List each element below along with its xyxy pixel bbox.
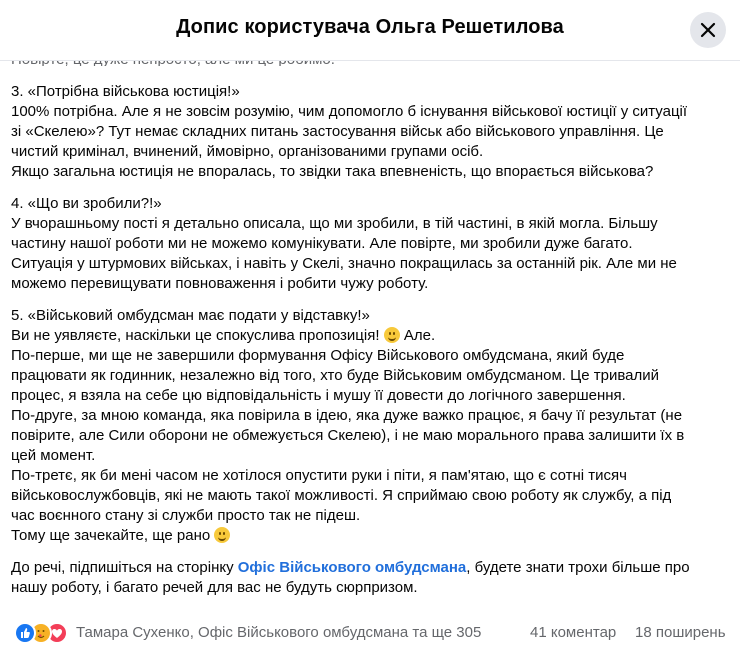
- text-span: До речі, підпишіться на сторінку: [11, 559, 238, 576]
- smile-emoji-icon: [214, 527, 230, 543]
- section-heading: 5. «Військовий омбудсман має подати у відставку!»: [11, 307, 370, 324]
- text-line: цей момент.: [11, 447, 96, 464]
- text-span: , будете знати трохи більше про: [466, 559, 690, 576]
- section-3: [11, 82, 726, 182]
- text-line: [11, 526, 726, 546]
- comments-count[interactable]: 41 коментар: [530, 624, 617, 641]
- text-line: можемо перевищувати повноваження і робити чужу роботу.: [11, 275, 429, 292]
- closing-paragraph: [11, 558, 726, 598]
- post-footer: [0, 616, 740, 651]
- text-line: 100% потрібна. Але я не зовсім розумію, чим допомогло б існування військової юстиції у ситуації: [11, 103, 688, 120]
- text-line: [11, 558, 726, 578]
- text-line: процес, я взяла на себе цю відповідальність і мушу її довести до логічного завершення.: [11, 387, 626, 404]
- close-icon: [700, 22, 716, 38]
- post-text: [11, 60, 726, 598]
- dialog-title: Допис користувача Ольга Решетилова: [176, 16, 564, 38]
- text-line: працювати як годинник, незалежно від того, хто буде Військовим омбудсманом. Це тривалий: [11, 367, 659, 384]
- section-5: [11, 306, 726, 546]
- text-line: частину нашої роботи ми не можемо комунікувати. Але повірте, ми зробили дуже багато.: [11, 235, 633, 252]
- text-span: Тому ще зачекайте, ще рано: [11, 527, 211, 544]
- section-4: [11, 194, 726, 294]
- text-line: У вчорашньому пості я детально описала, що ми зробили, в тій частині, в якій могла. Більшу: [11, 215, 658, 232]
- smile-emoji-icon: [384, 327, 400, 343]
- reactors-text[interactable]: Тамара Сухенко, Офіс Військового омбудсмана та ще 305: [76, 624, 482, 641]
- section-heading: 3. «Потрібна військова юстиція!»: [11, 83, 240, 100]
- text-span: Але.: [403, 327, 436, 344]
- text-line: По-третє, як би мені часом не хотілося опустити руки і піти, я пам'ятаю, що є сотні тисяч: [11, 467, 627, 484]
- text-line: повірите, але Сили оборони не обмежується Скелею), і не маю морального права залишити їх в: [11, 427, 685, 444]
- text-line: чистий кримінал, вчинений, ймовірно, організованими групами осіб.: [11, 143, 484, 160]
- text-line: військовослужбовців, які не мають такої можливості. Я сприймаю свою роботу як службу, а під: [11, 487, 672, 504]
- shares-count[interactable]: 18 поширень: [635, 624, 726, 641]
- text-line: час воєнного стану зі служби просто так не підеш.: [11, 507, 361, 524]
- text-line: По-друге, за мною команда, яка повірила в ідею, яка дуже важко працює, я бачу її результат (не: [11, 407, 683, 424]
- text-line: По-перше, ми ще не завершили формування Офісу Військового омбудсмана, який буде: [11, 347, 625, 364]
- text-line: Ситуація у штурмових військах, і навіть у Скелі, значно покращилась за останній рік. Але ми не: [11, 255, 677, 272]
- text-line: [11, 326, 726, 346]
- dialog-header: [0, 0, 740, 61]
- close-button[interactable]: [690, 12, 726, 48]
- page-link-ombudsman[interactable]: Офіс Військового омбудсмана: [237, 559, 467, 576]
- text-span: Ви не уявляєте, наскільки це спокуслива пропозиція!: [11, 327, 380, 344]
- text-line: зі «Скелею»? Тут немає складних питань застосування військ або військового управління. Це: [11, 123, 664, 140]
- like-icon: [14, 622, 36, 644]
- section-heading: 4. «Що ви зробили?!»: [11, 195, 162, 212]
- text-line: Якщо загальна юстиція не впоралась, то звідки така впевненість, що впорається військова?: [11, 163, 654, 180]
- text-line: нашу роботу, і багато речей для вас не будуть сюрпризом.: [11, 579, 418, 596]
- reactions-summary[interactable]: [14, 622, 72, 642]
